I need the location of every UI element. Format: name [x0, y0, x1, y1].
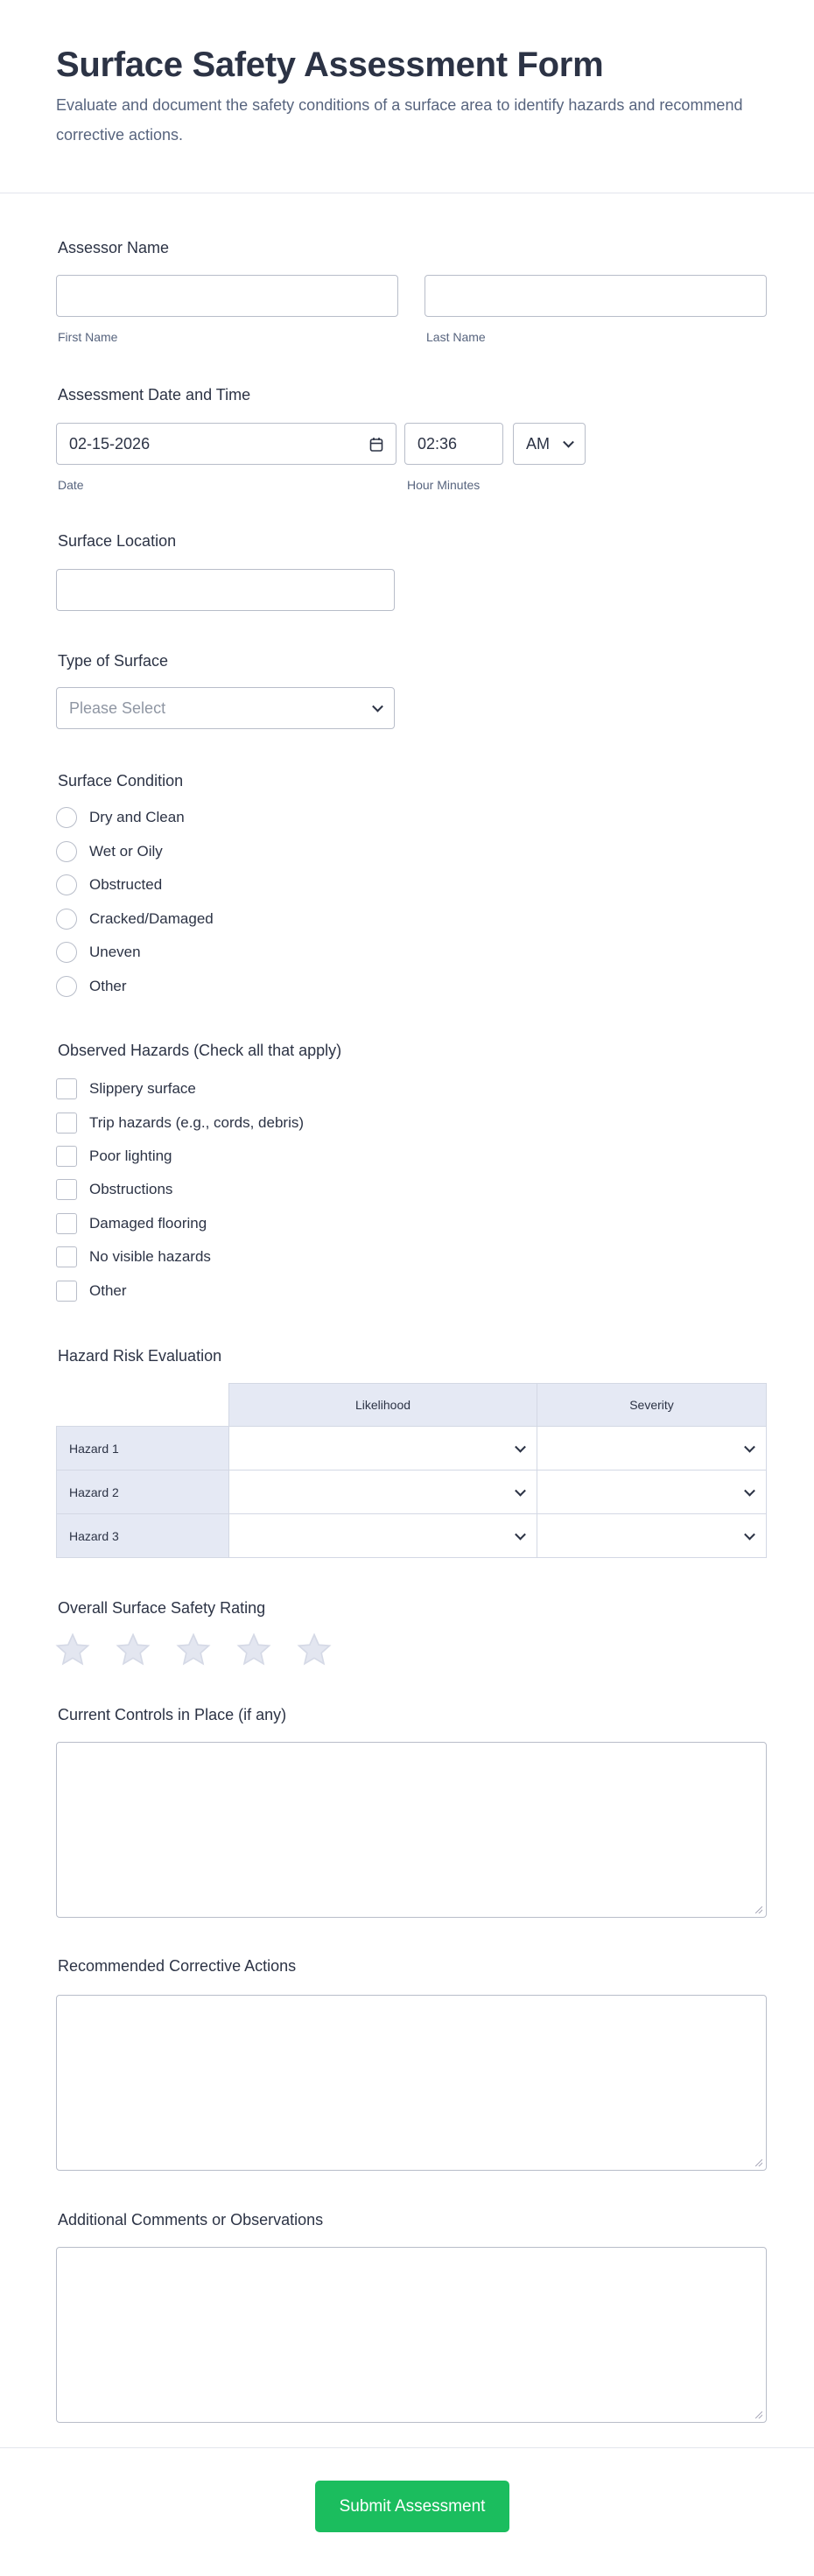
risk-matrix — [56, 1383, 767, 1558]
ampm-value: AM — [526, 434, 550, 453]
corrective-actions-textarea[interactable] — [56, 1995, 767, 2171]
radio-option[interactable] — [56, 942, 141, 963]
option-label: Uneven — [89, 944, 141, 960]
option-label: No visible hazards — [89, 1248, 211, 1265]
radio-option[interactable] — [56, 874, 162, 895]
radio-button[interactable] — [56, 909, 77, 930]
radio-option[interactable] — [56, 909, 214, 930]
radio-option[interactable] — [56, 807, 185, 828]
checkbox-option[interactable] — [56, 1213, 207, 1234]
option-label: Wet or Oily — [89, 843, 163, 860]
current-controls-textarea[interactable] — [56, 1742, 767, 1918]
time-value: 02:36 — [418, 434, 458, 453]
checkbox[interactable] — [56, 1246, 77, 1267]
comments-textarea[interactable] — [56, 2247, 767, 2423]
date-time-label: Assessment Date and Time — [58, 386, 251, 404]
current-controls-label: Current Controls in Place (if any) — [58, 1706, 287, 1723]
star-icon[interactable] — [176, 1632, 211, 1667]
row-label: Hazard 1 — [57, 1427, 229, 1470]
checkbox[interactable] — [56, 1213, 77, 1234]
last-name-input[interactable] — [425, 275, 767, 317]
time-sublabel: Hour Minutes — [407, 478, 481, 492]
resize-handle[interactable] — [755, 2159, 762, 2166]
resize-handle[interactable] — [755, 1906, 762, 1913]
chevron-down-icon — [744, 1528, 755, 1540]
radio-option[interactable] — [56, 976, 127, 997]
date-value: 02-15-2026 — [69, 434, 151, 453]
checkbox[interactable] — [56, 1113, 77, 1134]
first-name-input[interactable] — [56, 275, 398, 317]
surface-condition-label: Surface Condition — [58, 772, 184, 790]
table-row — [57, 1470, 767, 1514]
radio-button[interactable] — [56, 942, 77, 963]
option-label: Trip hazards (e.g., cords, debris) — [89, 1114, 305, 1131]
footer-divider — [0, 2447, 814, 2448]
safety-rating-label: Overall Surface Safety Rating — [58, 1599, 266, 1617]
option-label: Slippery surface — [89, 1080, 196, 1097]
option-label: Damaged flooring — [89, 1215, 207, 1232]
comments-label: Additional Comments or Observations — [58, 2211, 324, 2229]
likelihood-select[interactable] — [229, 1470, 537, 1514]
option-label: Poor lighting — [89, 1148, 172, 1164]
checkbox[interactable] — [56, 1146, 77, 1167]
column-header: Severity — [537, 1384, 767, 1427]
date-sublabel: Date — [58, 478, 84, 492]
first-name-sublabel: First Name — [58, 330, 118, 344]
likelihood-select[interactable] — [229, 1427, 537, 1470]
checkbox[interactable] — [56, 1179, 77, 1200]
chevron-down-icon — [515, 1485, 526, 1496]
radio-button[interactable] — [56, 841, 77, 862]
chevron-down-icon — [744, 1441, 755, 1452]
severity-select[interactable] — [537, 1514, 767, 1558]
column-header: Likelihood — [229, 1384, 537, 1427]
star-icon[interactable] — [236, 1632, 271, 1667]
chevron-down-icon — [563, 437, 574, 448]
star-icon[interactable] — [116, 1632, 151, 1667]
star-rating[interactable] — [55, 1632, 332, 1667]
option-label: Obstructions — [89, 1181, 173, 1197]
severity-select[interactable] — [537, 1470, 767, 1514]
option-label: Cracked/Damaged — [89, 910, 214, 927]
radio-button[interactable] — [56, 807, 77, 828]
chevron-down-icon — [515, 1441, 526, 1452]
radio-button[interactable] — [56, 976, 77, 997]
surface-type-placeholder: Please Select — [69, 698, 166, 717]
last-name-sublabel: Last Name — [426, 330, 486, 344]
option-label: Obstructed — [89, 876, 163, 893]
row-label: Hazard 2 — [57, 1470, 229, 1514]
checkbox-option[interactable] — [56, 1246, 211, 1267]
surface-location-input[interactable] — [56, 569, 395, 611]
observed-hazards-label: Observed Hazards (Check all that apply) — [58, 1042, 342, 1059]
checkbox[interactable] — [56, 1078, 77, 1099]
option-label: Other — [89, 1282, 127, 1299]
risk-evaluation-label: Hazard Risk Evaluation — [58, 1347, 222, 1365]
star-icon[interactable] — [55, 1632, 90, 1667]
radio-button[interactable] — [56, 874, 77, 895]
time-input[interactable] — [404, 423, 503, 465]
table-row — [57, 1514, 767, 1558]
surface-type-label: Type of Surface — [58, 652, 169, 670]
checkbox-option[interactable] — [56, 1078, 196, 1099]
checkbox-option[interactable] — [56, 1281, 127, 1302]
resize-handle[interactable] — [755, 2411, 762, 2418]
chevron-down-icon — [515, 1528, 526, 1540]
table-row — [57, 1427, 767, 1470]
chevron-down-icon — [372, 701, 383, 712]
form-title: Surface Safety Assessment Form — [56, 46, 604, 84]
chevron-down-icon — [744, 1485, 755, 1496]
ampm-select[interactable] — [513, 423, 586, 465]
surface-type-select[interactable] — [56, 687, 395, 729]
corrective-actions-label: Recommended Corrective Actions — [58, 1957, 297, 1975]
date-input[interactable] — [56, 423, 396, 465]
option-label: Other — [89, 978, 127, 994]
severity-select[interactable] — [537, 1427, 767, 1470]
checkbox-option[interactable] — [56, 1179, 172, 1200]
assessor-name-label: Assessor Name — [58, 239, 170, 256]
checkbox[interactable] — [56, 1281, 77, 1302]
submit-button[interactable]: Submit Assessment — [315, 2481, 509, 2532]
radio-option[interactable] — [56, 841, 163, 862]
checkbox-option[interactable] — [56, 1146, 172, 1167]
form-subtitle: Evaluate and document the safety conditions of a surface area to identify hazards and recommend corrective actions. — [56, 96, 743, 144]
calendar-icon[interactable] — [369, 437, 383, 453]
star-icon[interactable] — [297, 1632, 332, 1667]
checkbox-option[interactable] — [56, 1113, 304, 1134]
surface-location-label: Surface Location — [58, 532, 177, 550]
option-label: Dry and Clean — [89, 809, 185, 825]
row-label: Hazard 3 — [57, 1514, 229, 1558]
likelihood-select[interactable] — [229, 1514, 537, 1558]
